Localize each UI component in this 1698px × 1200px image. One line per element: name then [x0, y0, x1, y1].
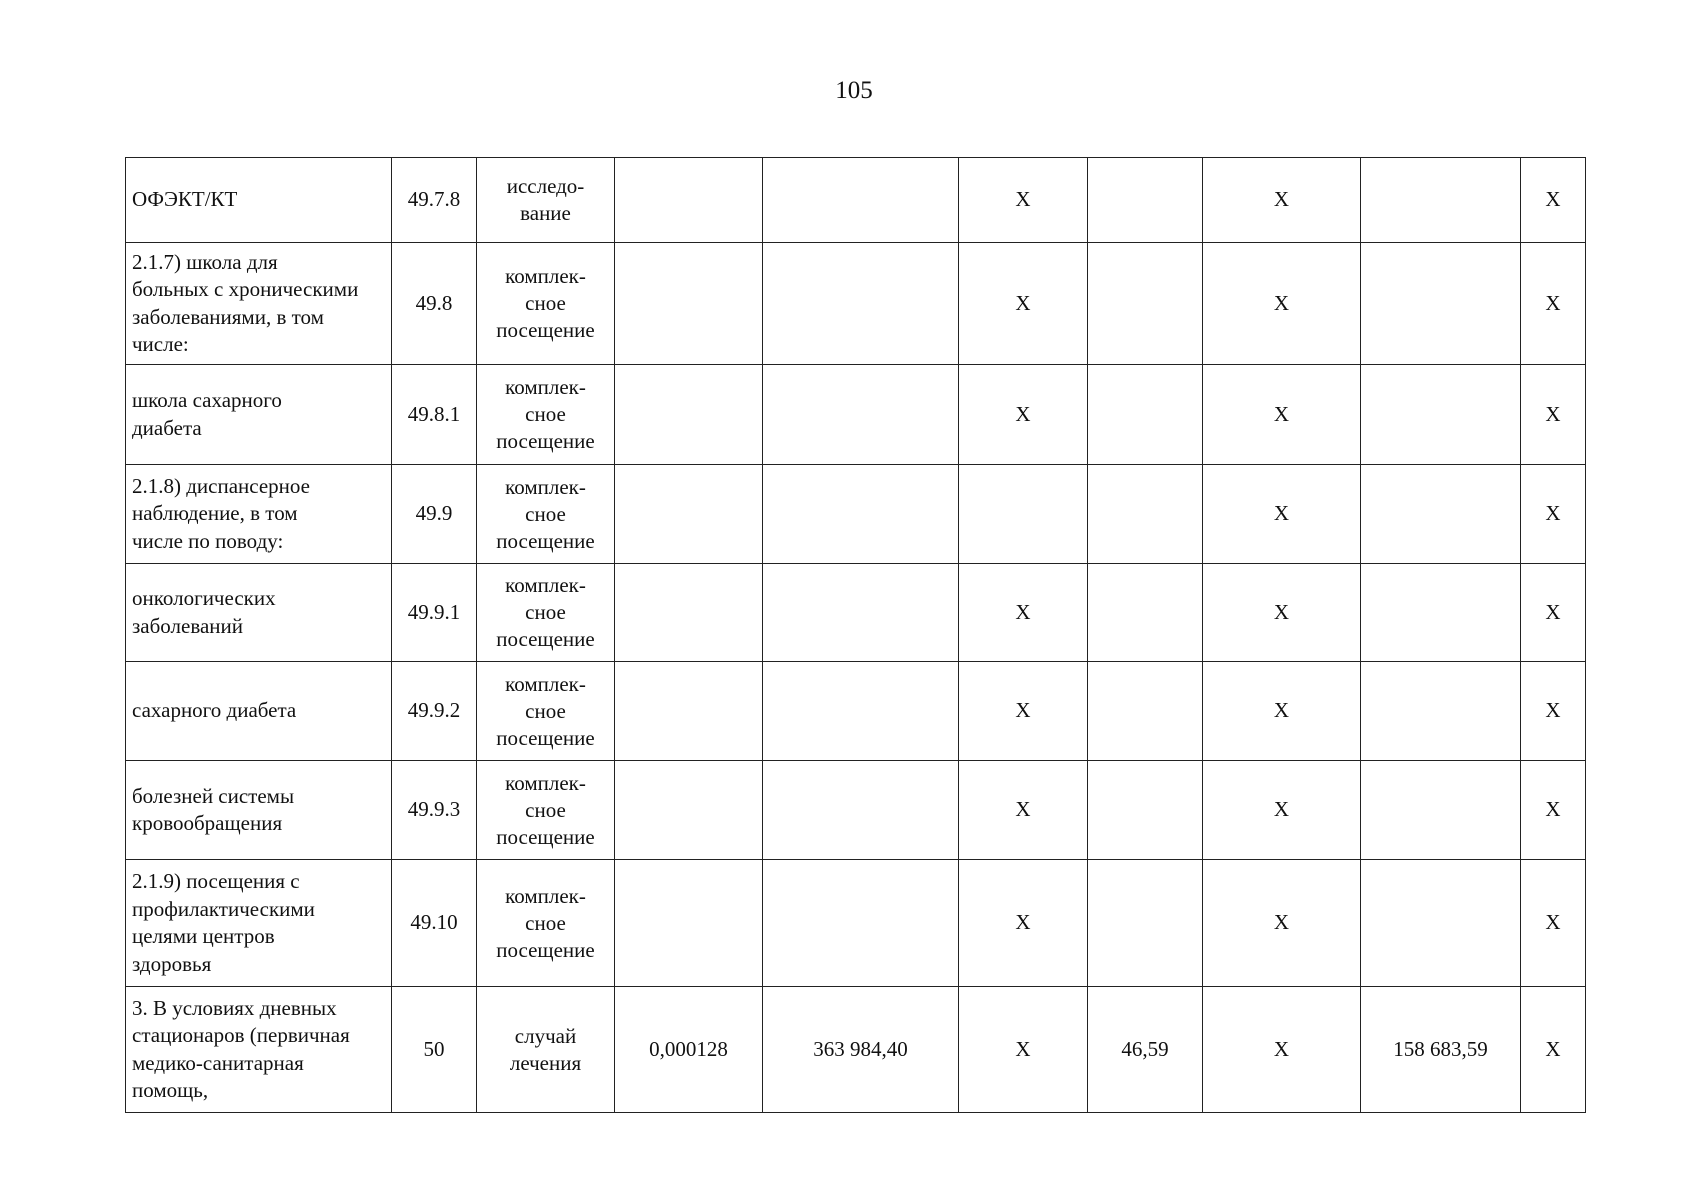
row-value-cell: [1203, 243, 1361, 365]
cell-text: X: [1015, 599, 1031, 624]
cell-text: X: [1545, 187, 1561, 212]
cell-text: X: [1273, 401, 1290, 426]
row-value-cell: [615, 662, 763, 761]
cell-text: 49.9.2: [407, 698, 461, 723]
cell-text: X: [1273, 290, 1290, 315]
cell-text: X: [1545, 1036, 1561, 1061]
row-value-cell: [1088, 465, 1203, 564]
row-value-cell: [1521, 761, 1586, 860]
row-value-cell: [1521, 564, 1586, 662]
cell-text: X: [1015, 797, 1031, 822]
cell-text: X: [1545, 698, 1561, 723]
cell-text: комплек- сное посещение: [496, 264, 595, 342]
table-row: [126, 243, 1586, 365]
row-value-cell: [1203, 761, 1361, 860]
table-row: [126, 365, 1586, 465]
row-value-cell: [763, 987, 959, 1113]
row-value-cell: [615, 365, 763, 465]
cell-text: X: [1015, 910, 1031, 935]
row-unit-cell: [477, 158, 615, 243]
cell-text: сахарного диабета: [132, 698, 297, 723]
cell-text: комплек- сное посещение: [496, 375, 595, 453]
row-value-cell: [1361, 365, 1521, 465]
row-value-cell: [763, 243, 959, 365]
cell-text: 49.10: [410, 910, 458, 935]
row-value-cell: [1088, 243, 1203, 365]
row-code-cell: [392, 662, 477, 761]
row-value-cell: [959, 987, 1088, 1113]
cell-text: болезней системы кровообращения: [132, 783, 295, 835]
row-name-cell: [126, 243, 392, 365]
row-code-cell: [392, 564, 477, 662]
page-number: 105: [835, 77, 873, 104]
row-code-cell: [392, 365, 477, 465]
cell-text: X: [1545, 290, 1561, 315]
cell-text: 50: [423, 1036, 445, 1061]
row-value-cell: [1203, 662, 1361, 761]
row-value-cell: [959, 158, 1088, 243]
row-value-cell: [615, 243, 763, 365]
cell-text: X: [1273, 797, 1290, 822]
row-code-cell: [392, 243, 477, 365]
row-value-cell: [763, 860, 959, 987]
row-unit-cell: [477, 243, 615, 365]
cell-text: комплек- сное посещение: [496, 573, 595, 651]
row-value-cell: [615, 564, 763, 662]
row-value-cell: [1521, 662, 1586, 761]
cell-text: комплек- сное посещение: [496, 770, 595, 849]
row-code-cell: [392, 158, 477, 243]
row-name-cell: [126, 365, 392, 465]
row-value-cell: [615, 987, 763, 1113]
row-name-cell: [126, 564, 392, 662]
data-table: [125, 157, 1586, 1113]
cell-text: X: [1545, 501, 1561, 526]
row-value-cell: [1088, 564, 1203, 662]
row-value-cell: [615, 465, 763, 564]
row-value-cell: [1521, 365, 1586, 465]
row-value-cell: [959, 564, 1088, 662]
row-unit-cell: [477, 662, 615, 761]
cell-text: 363 984,40: [813, 1036, 908, 1061]
row-value-cell: [959, 761, 1088, 860]
cell-text: X: [1545, 797, 1561, 822]
cell-text: X: [1015, 401, 1031, 426]
table-row: [126, 465, 1586, 564]
table-row: [126, 987, 1586, 1113]
cell-text: школа сахарного диабета: [132, 388, 282, 440]
row-value-cell: [1361, 662, 1521, 761]
row-unit-cell: [477, 564, 615, 662]
cell-text: 49.9.1: [407, 599, 461, 624]
cell-text: 49.9: [415, 501, 453, 526]
row-value-cell: [763, 365, 959, 465]
row-unit-cell: [477, 365, 615, 465]
cell-text: 49.8: [415, 290, 453, 315]
cell-text: 49.8.1: [407, 401, 461, 426]
cell-text: 158 683,59: [1393, 1036, 1488, 1061]
row-value-cell: [959, 465, 1088, 564]
row-code-cell: [392, 860, 477, 987]
row-value-cell: [1203, 158, 1361, 243]
cell-text: 2.1.9) посещения с профилактическими целями центров здоровья: [132, 869, 315, 976]
cell-text: комплек- сное посещение: [496, 883, 595, 962]
row-unit-cell: [477, 465, 615, 564]
cell-text: 3. В условиях дневных стационаров (первичная медико-санитарная помощь,: [132, 995, 350, 1102]
row-name-cell: [126, 761, 392, 860]
row-value-cell: [1361, 761, 1521, 860]
row-value-cell: [763, 564, 959, 662]
row-value-cell: [1088, 158, 1203, 243]
cell-text: онкологических заболеваний: [132, 586, 276, 638]
row-value-cell: [1203, 987, 1361, 1113]
row-name-cell: [126, 987, 392, 1113]
row-value-cell: [959, 662, 1088, 761]
row-name-cell: [126, 860, 392, 987]
row-name-cell: [126, 158, 392, 243]
row-value-cell: [1203, 365, 1361, 465]
row-value-cell: [1088, 761, 1203, 860]
table-row: [126, 761, 1586, 860]
row-value-cell: [1361, 465, 1521, 564]
row-value-cell: [1361, 987, 1521, 1113]
row-value-cell: [615, 158, 763, 243]
cell-text: комплек- сное посещение: [496, 474, 595, 553]
row-value-cell: [1521, 243, 1586, 365]
cell-text: случай лечения: [509, 1023, 582, 1075]
row-name-cell: [126, 662, 392, 761]
row-unit-cell: [477, 987, 615, 1113]
table-row: [126, 564, 1586, 662]
cell-text: исследо- вание: [506, 174, 585, 225]
cell-text: X: [1015, 1036, 1031, 1061]
cell-text: ОФЭКТ/КТ: [132, 187, 238, 212]
cell-text: 46,59: [1121, 1036, 1169, 1061]
row-value-cell: [1088, 365, 1203, 465]
row-value-cell: [1361, 158, 1521, 243]
row-code-cell: [392, 761, 477, 860]
row-value-cell: [615, 761, 763, 860]
cell-text: 2.1.7) школа для больных с хроническими заболеваниями, в том числе:: [132, 249, 359, 356]
cell-text: 49.7.8: [407, 187, 461, 212]
cell-text: X: [1273, 1036, 1290, 1061]
table-row: [126, 662, 1586, 761]
row-value-cell: [1203, 564, 1361, 662]
row-value-cell: [763, 158, 959, 243]
row-value-cell: [959, 860, 1088, 987]
row-unit-cell: [477, 860, 615, 987]
row-value-cell: [959, 365, 1088, 465]
row-unit-cell: [477, 761, 615, 860]
row-value-cell: [959, 243, 1088, 365]
table-row: [126, 860, 1586, 987]
row-value-cell: [615, 860, 763, 987]
cell-text: X: [1273, 187, 1290, 212]
row-value-cell: [1521, 987, 1586, 1113]
row-value-cell: [1361, 243, 1521, 365]
row-value-cell: [1088, 662, 1203, 761]
cell-text: X: [1273, 501, 1290, 526]
cell-text: X: [1015, 290, 1031, 315]
cell-text: комплек- сное посещение: [496, 671, 595, 750]
row-name-cell: [126, 465, 392, 564]
row-value-cell: [763, 465, 959, 564]
row-value-cell: [1088, 987, 1203, 1113]
cell-text: X: [1015, 698, 1031, 723]
cell-text: X: [1545, 910, 1561, 935]
row-value-cell: [1361, 860, 1521, 987]
row-value-cell: [1203, 465, 1361, 564]
cell-text: 2.1.8) диспансерное наблюдение, в том числе по поводу:: [132, 473, 310, 553]
row-value-cell: [1521, 465, 1586, 564]
row-code-cell: [392, 465, 477, 564]
row-value-cell: [1521, 860, 1586, 987]
row-value-cell: [763, 662, 959, 761]
cell-text: X: [1015, 187, 1031, 212]
table-row: [126, 158, 1586, 243]
table-body: [126, 158, 1586, 1113]
cell-text: X: [1273, 910, 1290, 935]
cell-text: X: [1273, 599, 1290, 624]
row-value-cell: [1088, 860, 1203, 987]
row-value-cell: [763, 761, 959, 860]
cell-text: X: [1273, 698, 1290, 723]
cell-text: 49.9.3: [407, 797, 461, 822]
row-value-cell: [1361, 564, 1521, 662]
row-code-cell: [392, 987, 477, 1113]
cell-text: X: [1545, 599, 1561, 624]
cell-text: X: [1545, 401, 1561, 426]
row-value-cell: [1203, 860, 1361, 987]
row-value-cell: [1521, 158, 1586, 243]
cell-text: 0,000128: [649, 1036, 728, 1061]
